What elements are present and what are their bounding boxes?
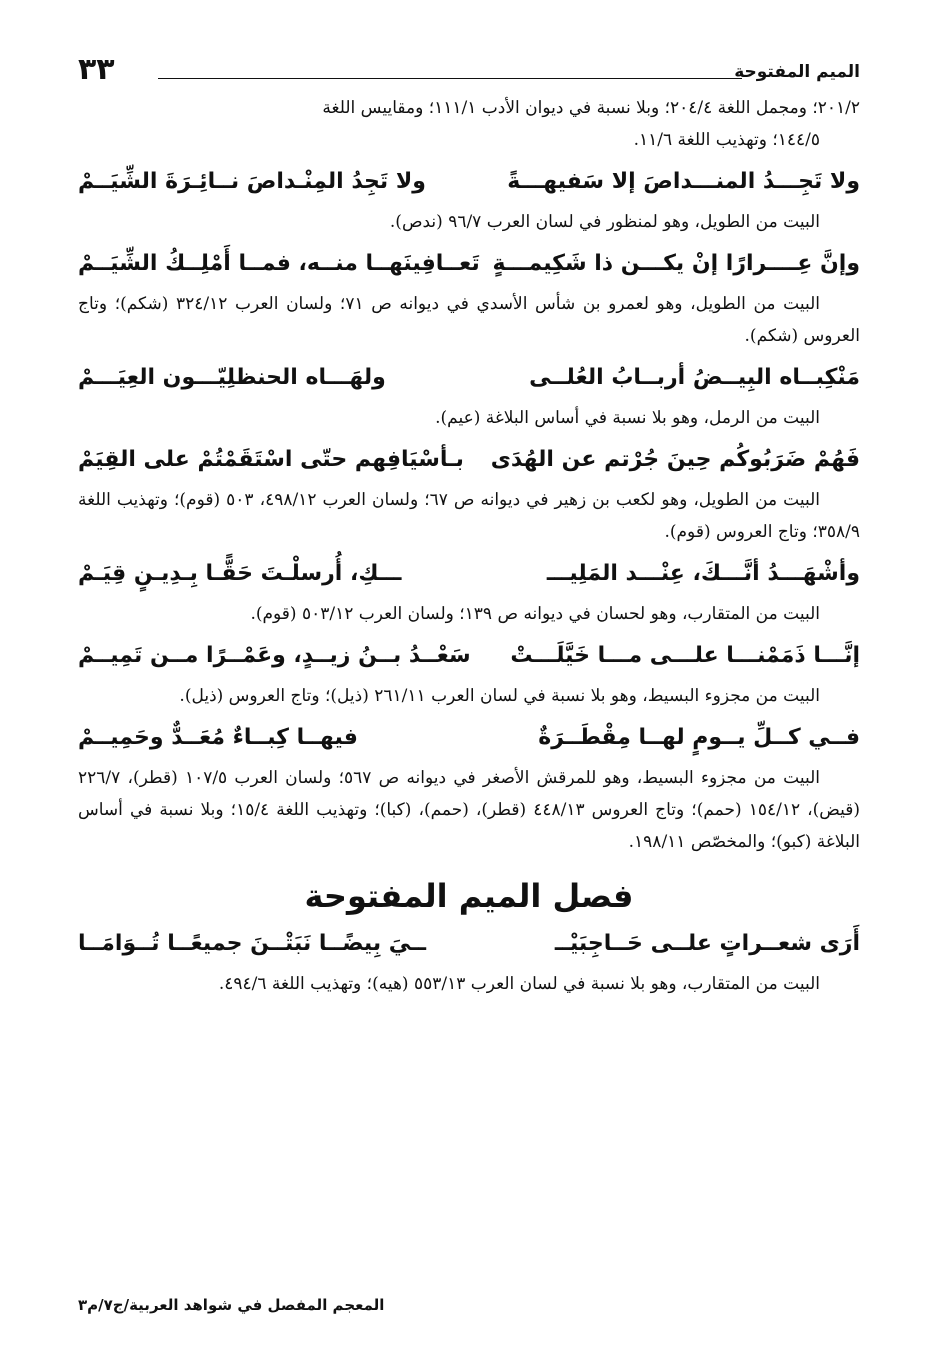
- running-title: الميم المفتوحة: [734, 62, 860, 82]
- verse-second-hemistich: ــيَ بِيضًــا نَبَتْــنَ جميعًــا تُــوَامَــا: [78, 931, 427, 956]
- verse-first-hemistich: وأشْهَـــدُ أنَّـــكَ، عِنْـــد المَلِيـــ: [546, 561, 860, 586]
- verse-first-hemistich: مَنْكِبــاه البِيــضُ أربــابُ العُلــى: [529, 365, 860, 390]
- verse-source-note: البيت من مجزوء البسيط، وهو للمرقش الأصغر في ديوانه ص ٥٦٧؛ ولسان العرب ١٠٧/٥ (قطر)، ٢٢٦/٧ (قيض)، ١٥٤/١٢ (حمم)؛ وتاج العروس ٤٤٨/١٣ (قطر)، (حمم)، (كبا)؛ وتهذيب اللغة ١٥/٤؛ وبلا نسبة في أساس البلاغة (كبو)؛ والمخصّص ١٩٨/١١.: [78, 768, 860, 852]
- section-heading: فصل الميم المفتوحة: [304, 877, 634, 915]
- page-number: ٣٣: [78, 52, 115, 87]
- verse-line: [78, 168, 860, 196]
- verse-source-note: البيت من الطويل، وهو لعمرو بن شأس الأسدي في ديوانه ص ٧١؛ ولسان العرب ٣٢٤/١٢ (شكم)؛ وتاج العروس (شكم).: [78, 294, 860, 346]
- verse-line: [78, 642, 860, 670]
- verse-second-hemistich: سَعْــدُ بــنُ زيــدٍ، وعَمْــرًا مــن تَمِيــمْ: [78, 643, 471, 668]
- verse-second-hemistich: بـأسْيَافِهم حتّى اسْتَقَمْتُمْ على القِيَمْ: [78, 447, 464, 472]
- verse-line: [78, 250, 860, 278]
- verse-line: [78, 364, 860, 392]
- verse-first-hemistich: فــي كــلِّ يــومٍ لهــا مِقْطَــرَةٌ: [538, 725, 860, 750]
- verse-second-hemistich: ـــكِ، أُرسلْـتَ حَقًّـا بِـدِيـنٍ قِيَـمْ: [78, 561, 402, 586]
- verse-source-note: البيت من مجزوء البسيط، وهو بلا نسبة في لسان العرب ٢٦١/١١ (ذيل)؛ وتاج العروس (ذيل).: [179, 686, 820, 706]
- verse-line: [78, 446, 860, 474]
- verse-line: [78, 930, 860, 958]
- verse-source-note: البيت من الرمل، وهو بلا نسبة في أساس البلاغة (عيم).: [435, 408, 820, 428]
- verse-first-hemistich: ولا تَجِـــدُ المنـــداصَ إلا سَفيهـــةً: [507, 169, 860, 194]
- verse-line: [78, 560, 860, 588]
- verse-line: [78, 724, 860, 752]
- verse-first-hemistich: وإنَّ عِــــرارًا إنْ يكـــن ذا شَكِيمـــةٍ: [492, 251, 860, 276]
- page-footer: المعجم المفصل في شواهد العربية/ج٧/م٣: [78, 1296, 385, 1314]
- header-rule: [158, 78, 742, 79]
- page-header: [78, 48, 860, 92]
- verse-second-hemistich: ولهَـــاه الحنظلِيّـــون العِيَـــمْ: [78, 365, 386, 390]
- verse-second-hemistich: ولا تَجِدُ المِنْـداصَ نــائِـرَةَ الشِّيَــمْ: [78, 169, 426, 194]
- verse-second-hemistich: تَعــافِينَهــا منــه، فمــا أَمْلِــكُ الشِّيَــمْ: [78, 251, 480, 276]
- verse-source-note: البيت من الطويل، وهو لكعب بن زهير في ديوانه ص ٦٧؛ ولسان العرب ٤٩٨/١٢، ٥٠٣ (قوم)؛ وتهذيب اللغة ٣٥٨/٩؛ وتاج العروس (قوم).: [78, 490, 860, 542]
- verse-source-note: البيت من المتقارب، وهو لحسان في ديوانه ص ١٣٩؛ ولسان العرب ٥٠٣/١٢ (قوم).: [250, 604, 820, 624]
- intro-line: ٢٠١/٢؛ ومجمل اللغة ٢٠٤/٤؛ وبلا نسبة في ديوان الأدب ١١١/١؛ ومقاييس اللغة: [322, 98, 860, 118]
- verse-first-hemistich: أَرَى شعــراتٍ علــى حَــاجِبَيْــ: [554, 931, 860, 956]
- verse-source-note: البيت من المتقارب، وهو بلا نسبة في لسان العرب ٥٥٣/١٣ (هيه)؛ وتهذيب اللغة ٤٩٤/٦.: [218, 974, 820, 994]
- book-page: [78, 48, 860, 1000]
- verse-first-hemistich: إنَّـــا ذَمَمْنـــا علـــى مـــا خَيَّلَـــتْ: [510, 643, 860, 668]
- verse-first-hemistich: فَهُمْ ضَرَبُوكُم حِينَ جُرْتم عن الهُدَى: [490, 447, 860, 472]
- verse-second-hemistich: فيهــا كِبــاءٌ مُعَــدٌّ وحَمِيــمْ: [78, 725, 358, 750]
- intro-line: ١٤٤/٥؛ وتهذيب اللغة ١١/٦.: [633, 130, 820, 150]
- verse-source-note: البيت من الطويل، وهو لمنظور في لسان العرب ٩٦/٧ (ندص).: [389, 212, 820, 232]
